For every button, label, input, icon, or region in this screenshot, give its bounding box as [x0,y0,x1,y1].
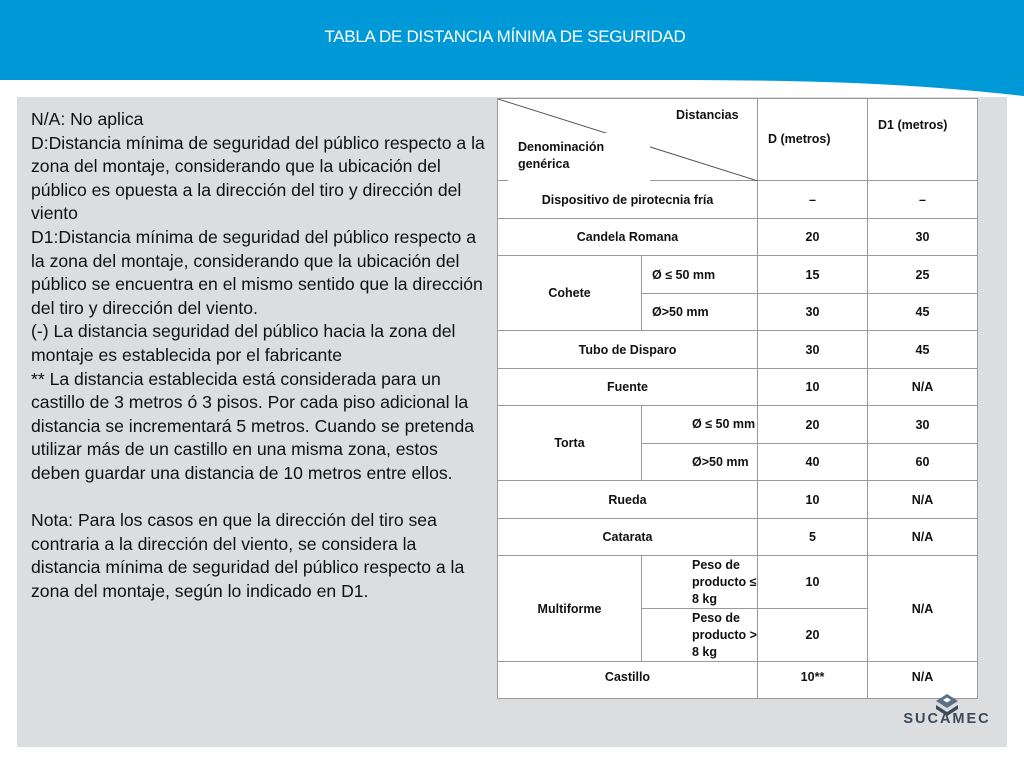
row-d: 30 [758,294,868,331]
header-swoosh [0,78,1024,98]
row-name: Cohete [498,256,642,331]
row-d1: N/A [868,519,978,556]
table-row [498,181,978,219]
header-diagonal-cell [498,99,758,181]
row-sublabel: Ø ≤ 50 mm [642,256,758,294]
table-row [498,256,978,294]
table-row [498,481,978,519]
table-header-row [498,99,978,181]
row-d1: 60 [868,444,978,481]
row-name: Torta [498,406,642,481]
row-d1: 30 [868,219,978,256]
row-sublabel: Ø ≤ 50 mm [642,406,758,444]
row-d: 10** [758,662,868,699]
row-name: Catarata [498,519,758,556]
table-row [498,556,978,609]
row-name: Tubo de Disparo [498,331,758,369]
row-d: 20 [758,406,868,444]
table-row [498,406,978,444]
row-sublabel: Ø>50 mm [642,294,758,331]
row-name: Castillo [498,662,758,699]
row-d1: 45 [868,331,978,369]
distance-table [497,98,978,699]
row-d: 20 [758,219,868,256]
row-sublabel: Ø>50 mm [642,444,758,481]
row-name: Fuente [498,369,758,406]
row-d1: 30 [868,406,978,444]
sucamec-logo-text: SUCAMEC [903,711,991,727]
table-row [498,331,978,369]
notes-text: N/A: No aplica D:Distancia mínima de seguridad del público respecto a la zona del montaje, considerando que la ubicación del público es opuesta a la dirección del tiro y dirección del viento D1:Distancia mínima de seguridad del público respecto a la zona del montaje, considerando que la ubicación del público se encuentra en el mismo sentido que la dirección del tiro y dirección del viento. (-) La distancia seguridad del público hacia la zona del montaje es establecida por el fabricante ** La distancia establecida está considerada para un castillo de 3 metros ó 3 pisos. Por cada piso adicional la distancia se incrementará 5 metros. Cuando se pretenda utilizar más de un castillo en una misma zona, estos deben guardar una distancia de 10 metros entre ellos. Nota: Para los casos en que la dirección del tiro sea contraria a la dirección del viento, se considera la distancia mínima de seguridad del público respecto a la zona del montaje, según lo indicado en D1. [31,109,485,601]
row-d: 30 [758,331,868,369]
table-row [498,369,978,406]
header-d: D (metros) [758,99,868,181]
row-sublabel: Peso de producto > 8 kg [642,609,758,662]
row-d1: N/A [868,369,978,406]
row-name: Multiforme [498,556,642,662]
table-row [498,519,978,556]
page-title: TABLA DE DISTANCIA MÍNIMA DE SEGURIDAD [324,27,686,46]
row-d: 10 [758,556,868,609]
row-name: Rueda [498,481,758,519]
row-d: 20 [758,609,868,662]
row-d1: N/A [868,481,978,519]
header-denominacion: Denominación genérica [508,133,650,183]
row-d1: – [868,181,978,219]
header-bar [0,0,1024,80]
row-d1: N/A [868,556,978,662]
row-sublabel: Peso de producto ≤ 8 kg [642,556,758,609]
row-name: Candela Romana [498,219,758,256]
row-d: – [758,181,868,219]
table-row [498,219,978,256]
row-d: 5 [758,519,868,556]
row-d1: 45 [868,294,978,331]
row-d: 10 [758,369,868,406]
header-d1: D1 (metros) [868,99,978,181]
row-d1: N/A [868,662,978,699]
row-d1: 25 [868,256,978,294]
header-distancias: Distancias [664,101,756,143]
row-name: Dispositivo de pirotecnia fría [498,181,758,219]
row-d: 15 [758,256,868,294]
row-d: 40 [758,444,868,481]
row-d: 10 [758,481,868,519]
